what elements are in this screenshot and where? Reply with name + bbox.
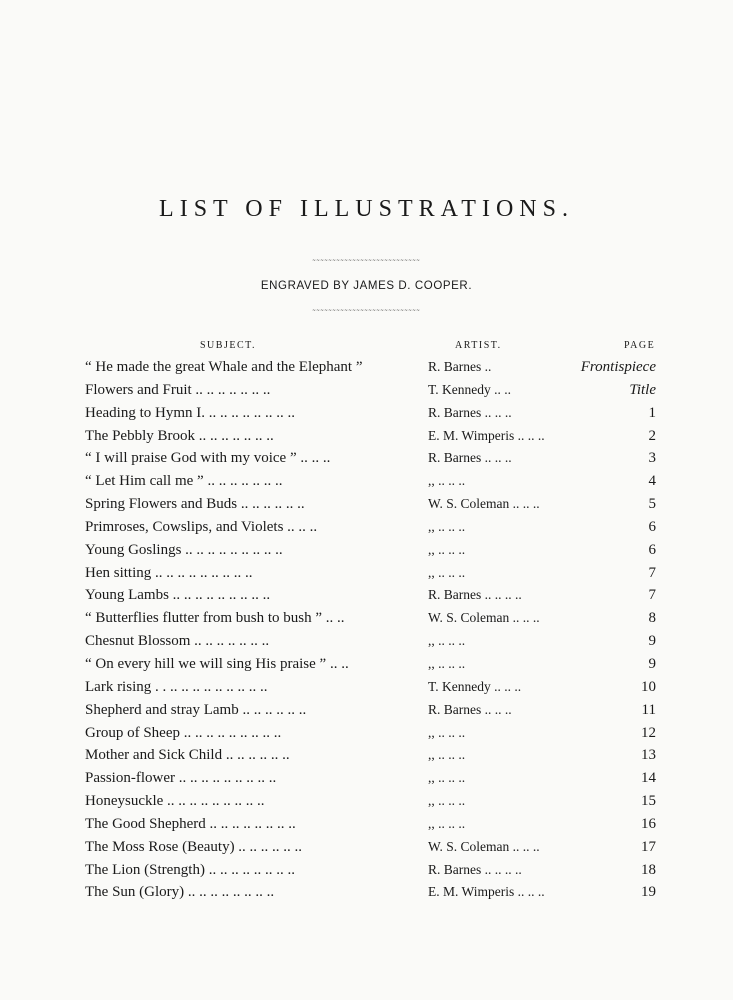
illustration-subject: The Lion (Strength) .. .. .. .. .. .. .. .. xyxy=(85,861,295,878)
list-item xyxy=(0,883,733,906)
list-item xyxy=(0,404,733,427)
ornament-divider-top: ˜˜˜˜˜˜˜˜˜˜˜˜˜˜˜˜˜˜˜˜˜˜˜˜˜˜˜ xyxy=(312,258,421,268)
illustration-page: 9 xyxy=(648,655,656,672)
illustration-page: 18 xyxy=(641,861,656,878)
illustration-subject: Young Lambs .. .. .. .. .. .. .. .. .. xyxy=(85,587,271,604)
illustration-artist: ,, .. .. .. xyxy=(428,655,466,671)
list-item xyxy=(0,678,733,701)
list-item xyxy=(0,861,733,884)
illustration-artist: R. Barnes .. xyxy=(428,359,492,374)
illustration-artist: ,, .. .. .. xyxy=(428,815,466,831)
column-header-page: PAGE xyxy=(624,340,656,351)
illustration-subject: Passion-flower .. .. .. .. .. .. .. .. .. xyxy=(85,770,277,787)
illustration-page: 16 xyxy=(641,815,656,832)
illustration-artist: ,, .. .. .. xyxy=(428,633,466,649)
column-header-artist: ARTIST. xyxy=(455,340,502,351)
engraver-credit: ENGRAVED BY JAMES D. COOPER. xyxy=(260,280,473,292)
illustration-subject: Chesnut Blossom .. .. .. .. .. .. .. xyxy=(85,633,270,650)
illustration-artist: W. S. Coleman .. .. .. xyxy=(428,838,540,854)
illustration-artist: T. Kennedy .. .. .. xyxy=(428,678,522,694)
illustration-page: 2 xyxy=(648,427,656,444)
list-item xyxy=(0,609,733,632)
list-item xyxy=(0,518,733,541)
illustration-subject: The Sun (Glory) .. .. .. .. .. .. .. .. xyxy=(85,884,275,901)
illustration-artist: ,, .. .. .. xyxy=(428,724,466,740)
illustration-artist: ,, .. .. .. xyxy=(428,541,466,557)
illustration-artist: ,, .. .. .. xyxy=(428,518,466,534)
illustration-subject: Heading to Hymn I. .. .. .. .. .. .. .. .. xyxy=(85,404,295,421)
illustration-page: 8 xyxy=(648,610,656,627)
list-item xyxy=(0,358,733,381)
illustration-subject: “ Let Him call me ” .. .. .. .. .. .. .. xyxy=(85,473,283,490)
illustration-subject: Flowers and Fruit .. .. .. .. .. .. .. xyxy=(85,381,271,398)
illustration-artist: ,, .. .. .. xyxy=(428,793,466,809)
illustration-subject: Spring Flowers and Buds .. .. .. .. .. .. xyxy=(85,496,305,513)
illustration-artist: E. M. Wimperis .. .. .. xyxy=(428,427,545,443)
list-item xyxy=(0,769,733,792)
illustration-page: 1 xyxy=(648,404,656,421)
illustration-subject: Lark rising . . .. .. .. .. .. .. .. .. .. xyxy=(85,678,268,695)
illustration-subject: Hen sitting .. .. .. .. .. .. .. .. .. xyxy=(85,564,253,581)
illustration-artist: R. Barnes .. .. .. xyxy=(428,404,512,420)
illustration-page: 14 xyxy=(641,770,656,787)
list-item xyxy=(0,495,733,518)
illustration-artist: ,, .. .. .. xyxy=(428,473,466,489)
list-item xyxy=(0,586,733,609)
illustration-page: 6 xyxy=(648,518,656,535)
illustration-page: 5 xyxy=(648,496,656,513)
illustration-subject: “ On every hill we will sing His praise ” .. .. xyxy=(85,655,349,672)
illustration-artist: ,, .. .. .. xyxy=(428,770,466,786)
list-item xyxy=(0,449,733,472)
illustration-page: 6 xyxy=(648,541,656,558)
illustration-subject: Primroses, Cowslips, and Violets .. .. .. xyxy=(85,518,318,535)
list-item xyxy=(0,381,733,404)
illustration-subject: The Moss Rose (Beauty) .. .. .. .. .. .. xyxy=(85,838,303,855)
illustration-subject: Honeysuckle .. .. .. .. .. .. .. .. .. xyxy=(85,793,265,810)
illustration-page: 17 xyxy=(641,838,656,855)
illustration-subject: Shepherd and stray Lamb .. .. .. .. .. .. xyxy=(85,701,307,718)
list-item xyxy=(0,655,733,678)
illustration-page: Frontispiece xyxy=(580,359,656,375)
illustration-artist: W. S. Coleman .. .. .. xyxy=(428,610,540,626)
list-item xyxy=(0,724,733,747)
illustration-page: 13 xyxy=(641,747,656,764)
list-item xyxy=(0,541,733,564)
list-item xyxy=(0,472,733,495)
illustration-subject: The Pebbly Brook .. .. .. .. .. .. .. xyxy=(85,427,274,444)
list-item xyxy=(0,427,733,450)
illustration-artist: R. Barnes .. .. .. .. xyxy=(428,861,522,877)
list-item xyxy=(0,792,733,815)
page-title: LIST OF ILLUSTRATIONS. xyxy=(159,196,574,222)
illustration-page: 4 xyxy=(648,473,656,490)
illustration-subject: “ Butterflies flutter from bush to bush ” .. .. xyxy=(85,610,345,627)
illustration-artist: T. Kennedy .. .. xyxy=(428,381,511,397)
list-item xyxy=(0,632,733,655)
illustration-subject: Young Goslings .. .. .. .. .. .. .. .. .. xyxy=(85,541,283,558)
illustration-page: 7 xyxy=(648,564,656,581)
list-item xyxy=(0,701,733,724)
illustrations-list xyxy=(0,358,733,906)
column-header-subject: SUBJECT. xyxy=(200,340,256,351)
ornament-divider-bottom: ˜˜˜˜˜˜˜˜˜˜˜˜˜˜˜˜˜˜˜˜˜˜˜˜˜˜˜ xyxy=(312,308,421,318)
illustration-page: Title xyxy=(629,381,656,398)
list-item xyxy=(0,746,733,769)
list-item xyxy=(0,564,733,587)
list-item xyxy=(0,815,733,838)
illustration-artist: R. Barnes .. .. .. .. xyxy=(428,587,522,603)
illustration-subject: The Good Shepherd .. .. .. .. .. .. .. .. xyxy=(85,815,296,832)
illustration-artist: W. S. Coleman .. .. .. xyxy=(428,496,540,512)
illustration-page: 15 xyxy=(641,793,656,810)
illustration-artist: R. Barnes .. .. .. xyxy=(428,701,512,717)
illustration-artist: R. Barnes .. .. .. xyxy=(428,450,512,466)
illustration-artist: ,, .. .. .. xyxy=(428,564,466,580)
illustration-page: 9 xyxy=(648,633,656,650)
illustration-subject: “ He made the great Whale and the Elephant ” xyxy=(85,359,363,375)
illustration-page: 10 xyxy=(641,678,656,695)
list-item xyxy=(0,838,733,861)
illustration-page: 19 xyxy=(641,884,656,901)
illustration-page: 11 xyxy=(641,701,656,718)
illustration-page: 3 xyxy=(648,450,656,467)
illustration-artist: E. M. Wimperis .. .. .. xyxy=(428,884,545,900)
illustration-subject: “ I will praise God with my voice ” .. .. .. xyxy=(85,450,331,467)
illustration-subject: Mother and Sick Child .. .. .. .. .. .. xyxy=(85,747,290,764)
illustration-subject: Group of Sheep .. .. .. .. .. .. .. .. .. xyxy=(85,724,282,741)
illustration-page: 7 xyxy=(648,587,656,604)
illustration-artist: ,, .. .. .. xyxy=(428,747,466,763)
illustration-page: 12 xyxy=(641,724,656,741)
